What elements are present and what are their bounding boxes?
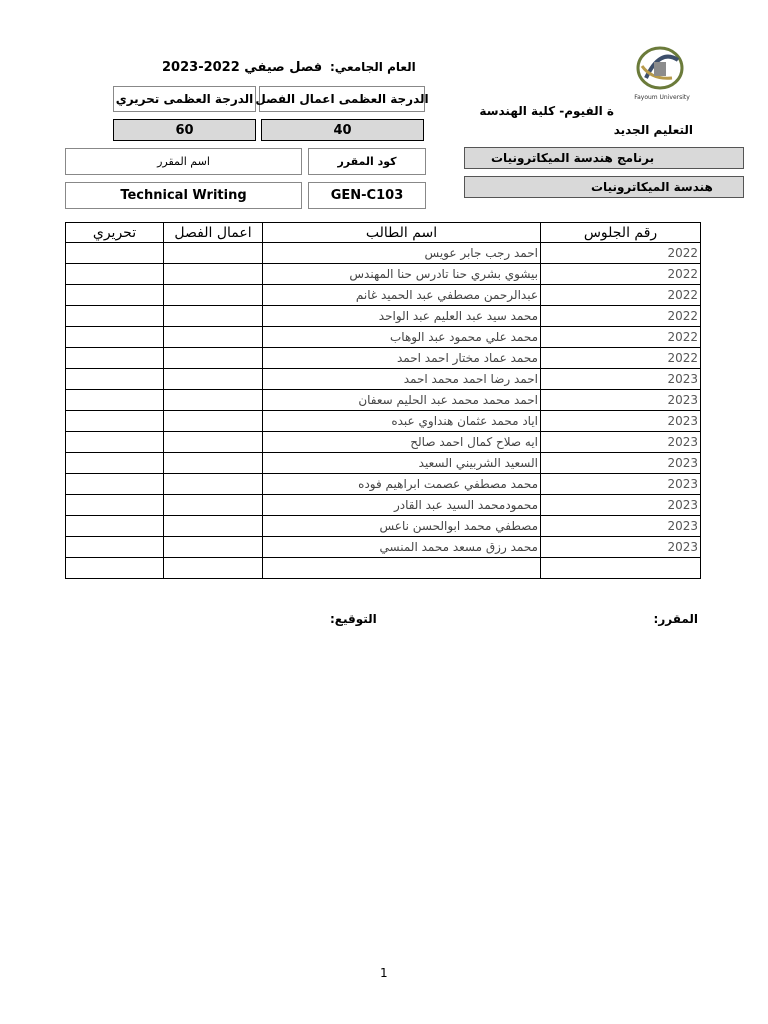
seat-number-cell: 2022 (541, 243, 701, 264)
page-number: 1 (380, 966, 388, 980)
classwork-cell (164, 453, 263, 474)
table-row (66, 243, 701, 264)
student-name-cell: اياد محمد عثمان هنداوي عبده (263, 411, 541, 432)
table-row (66, 558, 701, 579)
table-row (66, 327, 701, 348)
seat-number-cell: 2023 (541, 432, 701, 453)
student-name-cell: محمد سيد عبد العليم عبد الواحد (263, 306, 541, 327)
table-row (66, 348, 701, 369)
classwork-cell (164, 390, 263, 411)
faculty-line1: ة الفيوم- كلية الهندسة (479, 104, 614, 118)
col-written: تحريري (66, 223, 164, 243)
seat-number-cell: 2023 (541, 474, 701, 495)
student-name-cell: محمد علي محمود عبد الوهاب (263, 327, 541, 348)
table-row (66, 516, 701, 537)
written-cell (66, 537, 164, 558)
student-name-cell: محمد عماد مختار احمد احمد (263, 348, 541, 369)
max-written-value: 60 (113, 119, 256, 141)
max-classwork-label: الدرجة العظمى اعمال الفصل (259, 86, 425, 112)
course-code-label: كود المقرر (308, 148, 426, 175)
table-row (66, 264, 701, 285)
classwork-cell (164, 348, 263, 369)
table-row (66, 306, 701, 327)
table-row (66, 285, 701, 306)
seat-number-cell: 2023 (541, 516, 701, 537)
department-label-text: هندسة الميكاترونيات (591, 180, 713, 194)
seat-number-cell: 2022 (541, 264, 701, 285)
department-label (464, 176, 744, 198)
student-name-cell (263, 558, 541, 579)
grades-table (65, 222, 701, 579)
table-row (66, 537, 701, 558)
seat-number-cell: 2022 (541, 285, 701, 306)
table-row (66, 495, 701, 516)
classwork-cell (164, 495, 263, 516)
student-name-cell: عبدالرحمن مصطفي عبد الحميد غانم (263, 285, 541, 306)
student-name-cell: بيشوي بشري حنا تادرس حنا المهندس (263, 264, 541, 285)
classwork-cell (164, 327, 263, 348)
seat-number-cell: 2022 (541, 348, 701, 369)
classwork-cell (164, 558, 263, 579)
written-cell (66, 306, 164, 327)
seat-number-cell: 2022 (541, 327, 701, 348)
max-classwork-value: 40 (261, 119, 424, 141)
student-name-cell: محمد رزق مسعد محمد المنسي (263, 537, 541, 558)
written-cell (66, 243, 164, 264)
table-header-row (66, 223, 701, 243)
written-cell (66, 390, 164, 411)
table-row (66, 474, 701, 495)
written-cell (66, 432, 164, 453)
written-cell (66, 516, 164, 537)
written-cell (66, 411, 164, 432)
classwork-cell (164, 243, 263, 264)
seat-number-cell: 2023 (541, 453, 701, 474)
course-name: Technical Writing (65, 182, 302, 209)
seat-number-cell: 2023 (541, 537, 701, 558)
student-name-cell: ايه صلاح كمال احمد صالح (263, 432, 541, 453)
course-name-label: اسم المقرر (65, 148, 302, 175)
classwork-cell (164, 411, 263, 432)
written-cell (66, 495, 164, 516)
classwork-cell (164, 306, 263, 327)
written-cell (66, 285, 164, 306)
table-row (66, 369, 701, 390)
seat-number-cell: 2022 (541, 306, 701, 327)
classwork-cell (164, 369, 263, 390)
classwork-cell (164, 264, 263, 285)
classwork-cell (164, 474, 263, 495)
table-row (66, 390, 701, 411)
seat-number-cell: 2023 (541, 495, 701, 516)
col-seat-number: رقم الجلوس (541, 223, 701, 243)
student-name-cell: احمد محمد محمد عبد الحليم سعفان (263, 390, 541, 411)
student-name-cell: محمد مصطفي عصمت ابراهيم فوده (263, 474, 541, 495)
university-logo (632, 44, 692, 102)
logo-caption: Fayoum University (634, 94, 690, 101)
written-cell (66, 327, 164, 348)
written-cell (66, 453, 164, 474)
term-text: فصل صيفي 2022-2023 (162, 60, 323, 75)
student-name-cell: احمد رضا احمد محمد احمد (263, 369, 541, 390)
signature-label: التوقيع: (330, 612, 377, 626)
classwork-cell (164, 537, 263, 558)
student-name-cell: السعيد الشربيني السعيد (263, 453, 541, 474)
classwork-cell (164, 432, 263, 453)
written-cell (66, 558, 164, 579)
col-classwork: اعمال الفصل (164, 223, 263, 243)
table-row (66, 411, 701, 432)
written-cell (66, 264, 164, 285)
written-cell (66, 348, 164, 369)
course-code: GEN-C103 (308, 182, 426, 209)
seat-number-cell: 2023 (541, 411, 701, 432)
col-student-name: اسم الطالب (263, 223, 541, 243)
faculty-line2: التعليم الجديد (613, 123, 693, 137)
max-written-label: الدرجة العظمى تحريري (113, 86, 256, 112)
program-label-text: برنامج هندسة الميكاترونيات (491, 151, 655, 165)
academic-year-label: العام الجامعي: (330, 60, 416, 74)
table-row (66, 432, 701, 453)
table-row (66, 453, 701, 474)
student-name-cell: احمد رجب جابر عويس (263, 243, 541, 264)
course-footer-label: المقرر: (653, 612, 698, 626)
seat-number-cell: 2023 (541, 369, 701, 390)
seat-number-cell: 2023 (541, 390, 701, 411)
program-label (464, 147, 744, 169)
student-name-cell: محمودمحمد السيد عبد القادر (263, 495, 541, 516)
written-cell (66, 369, 164, 390)
student-name-cell: مصطفي محمد ابوالحسن ناعس (263, 516, 541, 537)
classwork-cell (164, 516, 263, 537)
written-cell (66, 474, 164, 495)
classwork-cell (164, 285, 263, 306)
seat-number-cell (541, 558, 701, 579)
